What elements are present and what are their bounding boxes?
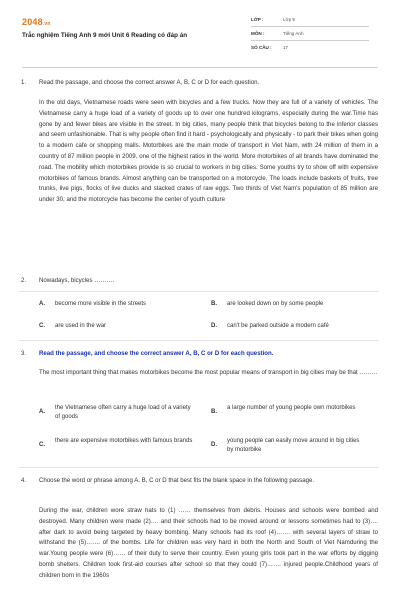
option-letter: C. (39, 442, 45, 448)
meta-divider (251, 40, 369, 41)
site-logo[interactable] (22, 17, 51, 27)
meta-subject-label: MÔN : (251, 31, 265, 36)
page-header (0, 0, 400, 66)
option-text: a large number of young people own motorbikes (227, 405, 356, 411)
meta-subject-value: Tiếng Anh (283, 31, 304, 36)
meta-grade-value: Lớp 9 (283, 17, 295, 22)
option-letter: C. (39, 323, 45, 329)
question-divider (19, 340, 379, 341)
question-prompt: Read the passage, and choose the correct answer A, B, C or D for each question. (39, 79, 260, 86)
header-divider (22, 67, 378, 68)
question-number: 3. (21, 351, 27, 357)
option-letter: D. (211, 442, 217, 448)
question-divider (19, 467, 379, 468)
option-text: are used in the war (55, 323, 107, 329)
option-text: there are expensive motorbikes with famous brands (55, 438, 193, 444)
question-divider (19, 291, 379, 292)
page-title: Trắc nghiệm Tiếng Anh 9 mới Unit 6 Reading có đáp án (22, 32, 188, 39)
logo-main: 2048 (22, 17, 43, 27)
option-letter: B. (211, 301, 217, 307)
logo-suffix: .vn (42, 21, 51, 27)
option-letter: A. (39, 409, 45, 415)
option-letter: D. (211, 323, 217, 329)
question-stem: The most important thing that makes motorbikes become the most popular means of transport in big cities may be that ……… (39, 369, 378, 376)
question-prompt: Nowadays, bicycles ………. (39, 277, 115, 284)
question-prompt: Read the passage, and choose the correct answer A, B, C or D for each question. (39, 350, 274, 357)
reading-passage: During the war, children wore straw hats to (1) …… themselves from debris. Houses and schools were bombed and destroyed. Many children were made (2)…. and their schools had to be moved around or lessons sometimes had to (3)…. after dark to avoid being targeted by heavy bombing. Many schools had its roof (4)……. with several layers of straw to withstand the (5)……. of the bombs. Life for children was very hard in both the North and South of Viet Namduring the war.Young people were (6)…… of their duty to serve their country. Even young girls took part in the war efforts by digging bomb shelters. Children took first-aid courses after school so that they could (7)……. injured people.Childhood years of children born in the 1960s (39, 507, 378, 579)
option-text: are looked down on by some people (227, 301, 324, 307)
option-text: can't be parked outside a modern café (227, 323, 329, 329)
question-number: 4. (21, 478, 27, 484)
meta-count-value: 17 (283, 45, 289, 50)
option-letter: A. (39, 301, 45, 307)
question-number: 2. (21, 278, 27, 284)
reading-passage: In the old days, Vietnamese roads were seen with bicycles and a few trucks. Now they are full of a variety of vehicles. The Vietnamese carry a huge load of a variety of goods up to over one hundred kilograms, especially during the war.Time has gone by and fewer bikes are visible in the street. In big cities, many people think that bicycles belong to the inferior classes and seem unfashionable. That is why people often find it hard - psychologically and physically - to park their bikes when going to a modern cafe or shopping malls. Motorbikes are the main mode of transport in Viet Nam, with 24 million of them in a country of 87 million people in 2009, one of the highest ratios in the world. More motorbikes of all brands have dominated the road. The mobility which motorbikes provide is so crucial to workers in big cities. Some youths try to show off with expensive motorbikes of famous brands. Almost anything can be transported on a motorcycle. The loads include baskets of fruits, tree trunks, live pigs, flocks of live ducks and stacked crates of raw eggs. Two thirds of Viet Nam's population of 85 million are under 30, and the motorcycle has become the center of youth culture (39, 99, 378, 204)
option-letter: B. (211, 409, 217, 415)
question-prompt: Choose the word or phrase among A, B, C or D that best fits the blank space in the following passage. (39, 477, 315, 484)
meta-grade-label: LỚP : (251, 17, 264, 22)
meta-count-label: SỐ CÂU : (251, 45, 272, 50)
option-text: the Vietnamese often carry a huge load of a variety of goods (55, 405, 191, 420)
option-text: become more visible in the streets (55, 301, 147, 307)
option-text: young people can easily move around in big cities by motorbike (227, 438, 360, 453)
question-number: 1. (21, 80, 27, 86)
meta-divider (251, 26, 369, 27)
